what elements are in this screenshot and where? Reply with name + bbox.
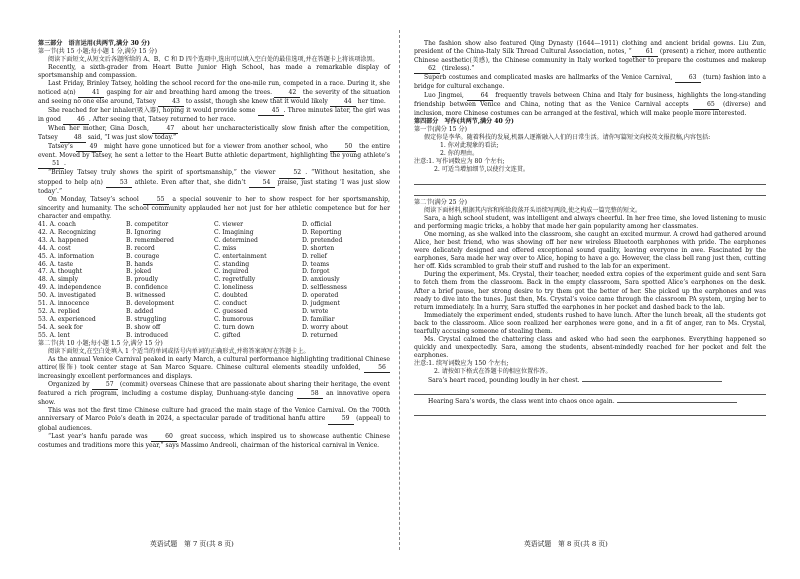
passage-text: gasping for air and breathing hard among the trees. [104, 88, 275, 96]
blank-49: 49 [76, 143, 102, 152]
passage-text: “Last year’s hanfu parade was [48, 432, 151, 440]
blank-62: 62 [414, 65, 440, 74]
option-cell: 49. A. independence [38, 284, 102, 292]
option-cell: D. shorten [302, 244, 335, 252]
passage-text: said, “I was just slow today.” [85, 134, 177, 142]
answer-line [414, 188, 766, 196]
lead-text-2: Hearing Sara’s words, the class went into chaos once again. [428, 397, 615, 405]
cloze-options-table [38, 221, 390, 340]
option-cell: D. anxiously [302, 276, 340, 284]
passage-text: a special souvenir to her to show respect for her sportsmanship, sincerity and humanity. The school community applauded her not just for her athletic competence but for her character and empathy. [38, 195, 390, 220]
notes-label: 注意: [414, 158, 429, 166]
passage-text: Superb costumes and complicated masks are hallmarks of the Venice Carnival, [424, 74, 675, 82]
option-row [38, 237, 390, 245]
note-1: 1. 写作词数应为 80 个左右; [428, 158, 505, 166]
option-cell: C. inquired [214, 268, 249, 276]
option-cell: B. struggling [126, 315, 167, 323]
notes-label: 注意: [414, 360, 429, 368]
blank-57: 57 [92, 381, 118, 390]
option-cell: B. confidence [126, 284, 168, 292]
blank-45: 45 [258, 107, 284, 116]
section3-title: 第三部分 语言运用(共两节,满分 30 分) [38, 40, 151, 47]
passage-text: praise, just stating ‘I was just slow today’.” [38, 178, 390, 195]
option-cell: C. humorous [214, 315, 254, 323]
option-cell: 45. A. information [38, 252, 95, 260]
blank-58: 58 [297, 390, 323, 399]
continuation-notes-2: 2. 请按如下格式在答题卡的相应位置作答。 [434, 368, 552, 376]
blank-55: 55 [143, 196, 169, 205]
section3-part2-title: 第二节(共 10 小题;每小题 1.5 分,满分 15 分) [38, 339, 163, 347]
option-cell: D. familiar [302, 315, 335, 323]
option-cell: C. guessed [214, 307, 248, 315]
passage-paragraph [38, 196, 390, 221]
option-row [38, 332, 390, 340]
option-cell: C. loneliness [214, 284, 254, 292]
grammar-passage-right [414, 40, 766, 118]
passage-text: increasingly excellent performances and displays. [38, 372, 193, 380]
passage-paragraph [38, 433, 390, 450]
option-row [38, 221, 390, 229]
option-cell: C. miss [214, 244, 237, 252]
story-paragraph: Sara, a high school student, was intelligent and always cheerful. In her free time, she loved listening to music and performing magic tricks, a hobby that made her gain popularity among her classmates. [414, 214, 766, 230]
passage-text: (appeal) to global audiences. [38, 415, 391, 432]
option-cell: B. hands [126, 260, 153, 268]
passage-text: . “Without hesitation, she stopped to help a(n) [38, 169, 390, 186]
lead-sentence-2 [414, 398, 766, 406]
blank-41: 41 [78, 89, 104, 98]
passage-paragraph [38, 143, 390, 169]
option-row [38, 261, 390, 269]
lead-sentence-1 [414, 377, 766, 385]
option-cell: B. development [126, 300, 175, 308]
passage-text: Tatsey’s [48, 143, 76, 151]
option-cell: B. introduced [126, 331, 169, 339]
story-paragraph: During the experiment, Ms. Crystal, their teacher, needed extra copies of the experiment guide and sent Sara to fetch them from the classroom. Back in the empty classroom, Sara spotted Alice’s earphones on the desk. After a brief pause, her strong desire to try them got the better of her. She picked up the earphones and was ready to dive into the tunes. Just then, Ms. Crystal’s voice came through the classroom PA system, urging her to return immediately. In a hurry, Sara stuffed the earphones in her pocket and dashed back to the lab. [414, 271, 766, 311]
option-cell: C. determined [214, 236, 258, 244]
option-cell: D. wrote [302, 307, 329, 315]
option-cell: D. pretended [302, 236, 343, 244]
passage-paragraph [414, 74, 766, 91]
passage-text: . [64, 160, 66, 168]
blank-44: 44 [330, 98, 356, 107]
writing-point-1: 1. 你对此现象的看法; [440, 142, 499, 150]
answer-line [414, 177, 766, 185]
option-row [38, 316, 390, 324]
grammar-passage-left [38, 356, 390, 450]
section3-part1-instruction: 阅读下面短文,从短文后各题所给的 A、B、C 和 D 四个选项中,选出可以填入空白处的最佳选项,并在答题卡上将该项涂黑。 [48, 56, 379, 64]
option-row [38, 268, 390, 276]
section4-part1-title: 第一节(满分 15 分) [414, 125, 467, 133]
blank-56: 56 [364, 364, 390, 373]
blank-64: 64 [467, 92, 493, 101]
passage-text: On Monday, Tatsey’s school [48, 195, 143, 203]
blank-63: 63 [675, 74, 701, 83]
option-cell: B. proudly [126, 276, 159, 284]
option-cell: 52. A. replied [38, 307, 80, 315]
option-cell: C. conduct [214, 300, 248, 308]
option-cell: 44. A. cost [38, 244, 71, 252]
lead-text-1: Sara’s heart raced, pounding loudly in her chest. [428, 376, 580, 384]
option-row [38, 229, 390, 237]
passage-text: to assist, though she knew that it would likely [183, 97, 330, 105]
passage-text: . After seeing that, Tatsey returned to her race. [88, 115, 236, 123]
passage-text: (diverse) and inclusion, more Chinese costumes can be arranged at the festival, which will make people more interested. [414, 100, 766, 117]
option-row [38, 253, 390, 261]
passage-text: Luo Jingmei, [424, 91, 467, 99]
passage-text: her time. [355, 97, 386, 105]
passage-text: the entire event. Moved by Tatsey, he sent a letter to the Heart Butte athletic department, highlighting the young athlete’s [38, 143, 390, 160]
option-cell: C. turn down [214, 323, 255, 331]
passage-paragraph [38, 381, 390, 407]
option-cell: D. teams [302, 260, 330, 268]
option-cell: D. returned [302, 331, 338, 339]
section4-part2-instruction: 阅读下面材料,根据其内容和所给段落开头语续写两段,使之构成一篇完整的短文。 [424, 206, 642, 214]
option-cell: B. witnessed [126, 292, 166, 300]
option-cell: 43. A. happened [38, 236, 89, 244]
answer-line [414, 387, 766, 395]
blank-59: 59 [328, 415, 354, 424]
passage-text: (present) a richer, more authentic Chinese aesthetic(美感), the Chinese community in Italy worked together to prepare the costumes and makeup [414, 48, 766, 65]
page-divider [399, 30, 400, 550]
answer-line [414, 408, 766, 416]
option-cell: D. Reporting [302, 228, 342, 236]
option-cell: 53. A. experienced [38, 315, 96, 323]
passage-text: She reached for her inhaler(吸入器), hoping it would provide some [48, 106, 258, 114]
option-cell: B. joked [126, 268, 152, 276]
passage-text: (tireless).” [440, 65, 475, 73]
passage-text: Recently, a sixth-grader from Heart Butte Junior High School, has made a remarkable display of sportsmanship and compassion. [38, 64, 390, 80]
passage-paragraph [38, 64, 390, 80]
option-cell: B. record [126, 244, 155, 252]
option-cell: 50. A. investigated [38, 292, 96, 300]
option-cell: 46. A. taste [38, 260, 74, 268]
option-cell: C. gifted [214, 331, 241, 339]
right-page [414, 40, 766, 419]
passage-text: frequently travels between China and Italy for business, highlights the long-standing friendship between Venice and China, noting that as the Venice Carnival accepts [414, 91, 766, 108]
footer-left: 英语试题 第 7 页(共 8 页) [150, 540, 234, 548]
section4-title: 第四部分 写作(共两节,满分 40 分) [414, 117, 514, 125]
option-cell: B. competitor [126, 220, 169, 228]
story-paragraph: Immediately the experiment ended, students rushed to have lunch. After the lunch break, all the students got back to the classroom. Alice soon realized her earphones were gone, and in a fit of anger, ran to Ms. Crystal, tearfully accusing someone of stealing them. [414, 311, 766, 335]
blank-50: 50 [330, 143, 356, 152]
story-paragraph: Ms. Crystal calmed the chattering class and asked who had seen the earphones. Everything happened so quickly and unexpectedly. Sara, among the students, absent-mindedly reached for her pocket and felt the earphones. [414, 336, 766, 360]
option-cell: D. worry about [302, 323, 349, 331]
option-cell: 42. A. Recognizing [38, 228, 96, 236]
passage-text: Organized by [48, 381, 92, 389]
passage-text: (turn) fashion into a bridge for cultural exchange. [414, 74, 766, 91]
blank-46: 46 [63, 116, 89, 125]
passage-paragraph [38, 107, 390, 125]
passage-text: might have gone unnoticed but for a viewer from another school, who [101, 143, 331, 151]
option-row [38, 276, 390, 284]
blank-42: 42 [274, 89, 300, 98]
section4-part2-title: 第二节(满分 25 分) [414, 198, 467, 206]
passage-paragraph [38, 169, 390, 195]
option-cell: B. show off [126, 323, 161, 331]
option-cell: 41. A. coach [38, 220, 76, 228]
passage-text: . Three minutes later, the girl was in good [38, 106, 390, 123]
passage-text: When her mother, Gina Dosch, [48, 124, 153, 132]
passage-text: Last Friday, Brinley Tatsey, holding the school record for the one-mile run, competed in a race. During it, she noticed a(n) [38, 80, 390, 96]
blank-48: 48 [60, 134, 86, 143]
option-cell: B. added [126, 307, 154, 315]
option-cell: D. relief [302, 252, 327, 260]
passage-text: about her uncharacteristically slow finish after the competition, Tatsey [38, 124, 390, 142]
writing-point-2: 2. 你的理由。 [440, 150, 479, 158]
blank-61: 61 [632, 48, 658, 57]
passage-text: (commit) overseas Chinese that are passionate about sharing their heritage, the event featured a rich program, including a costume display, Dunhuang-style dancing [38, 381, 390, 398]
option-cell: B. Ignoring [126, 228, 161, 236]
passage-paragraph [38, 125, 390, 143]
passage-text: great success, which inspired us to showcase authentic Chinese costumes and traditions more this year,” says Massimo Andreoli, chairman of the historical carnival in Venice. [38, 432, 390, 449]
option-cell: C. Imagining [214, 228, 254, 236]
passage-paragraph [414, 92, 766, 118]
option-cell: D. forgot [302, 268, 330, 276]
option-cell: C. viewer [214, 220, 244, 228]
option-cell: 47. A. thought [38, 268, 83, 276]
option-cell: C. regretfully [214, 276, 256, 284]
passage-text: As the annual Venice Carnival peaked in early March, a cultural performance highlighting traditional Chinese attire(服饰) took center stage at San Marco Square. Chinese cultural elements steadily unfolded, [38, 355, 390, 371]
answer-line [582, 381, 722, 382]
passage-text: This was not the first time Chinese culture had graced the main stage of the Venice Carnival. On the 700th anniversary of Marco Polo’s death in 2024, a spectacular parade of traditional hanfu attire [38, 407, 390, 423]
left-page [38, 40, 390, 450]
option-row [38, 300, 390, 308]
passage-paragraph [38, 356, 390, 381]
passage-text: an innovative opera show. [38, 390, 390, 407]
option-cell: D. judgment [302, 300, 340, 308]
option-row [38, 308, 390, 316]
blank-54: 54 [249, 179, 275, 188]
section3-part1-title: 第一节(共 15 小题;每小题 1 分,满分 15 分) [38, 48, 157, 56]
blank-43: 43 [158, 98, 184, 107]
option-cell: 55. A. lent [38, 331, 70, 339]
passage-text: athlete. Even after that, she didn’t [131, 178, 249, 186]
option-cell: D. selflessness [302, 284, 347, 292]
story-paragraph: One morning, as she walked into the classroom, she caught an excited murmur. A crowd had gathered around Alice, her best friend, who was showing off her new wireless Bluetooth earphones with pride. The earphones were delicately designed and offered exceptional sound quality, leaving everyone in awe. Fascinated by the earphones, Sara made her way over to Alice, hoping to have a go. However, the class bell rang just then, cutting her off. Kids scrambled to grab their stuff and rushed to the lab for an experiment. [414, 230, 766, 271]
blank-65: 65 [693, 101, 719, 110]
passage-text: “Brinley Tatsey truly shows the spirit of sportsmanship,” the viewer [48, 169, 280, 177]
footer-right: 英语试题 第 8 页(共 8 页) [524, 540, 608, 548]
blank-53: 53 [106, 179, 132, 188]
blank-51: 51 [38, 160, 64, 169]
option-cell: B. courage [126, 252, 160, 260]
option-cell: C. entertainment [214, 252, 267, 260]
answer-line [617, 402, 737, 403]
passage-paragraph [38, 80, 390, 106]
passage-paragraph [414, 40, 766, 74]
story-passage [414, 215, 766, 361]
section4-part1-instruction: 假定你是李华。随着科技的发展,机器人逐渐融入人们的日常生活。请你写篇短文向校英文报投稿,内容包括: [424, 134, 711, 142]
option-cell: 51. A. innocence [38, 300, 90, 308]
option-cell: B. remembered [126, 236, 174, 244]
option-row [38, 284, 390, 292]
option-cell: C. doubted [214, 292, 248, 300]
option-cell: 54. A. seek for [38, 323, 83, 331]
option-cell: D. operated [302, 292, 339, 300]
passage-text: the severity of the situation and seeing no one else around, Tatsey [38, 88, 391, 105]
blank-52: 52 [279, 169, 305, 178]
cloze-passage [38, 64, 390, 221]
writing-notes-2: 2. 可适当增加细节,以使行文连贯。 [434, 166, 530, 174]
passage-text: The fashion show also featured Qing Dynasty (1644—1911) clothing and ancient bridal gowns. Liu Zun, president of the China-Italy Silk Thread Cultural Association, notes, “ [414, 40, 766, 56]
option-cell: D. official [302, 220, 332, 228]
option-cell: C. standing [214, 260, 250, 268]
passage-paragraph [38, 407, 390, 432]
note-1: 1. 续写词数应为 150 个左右; [428, 360, 509, 368]
section3-part2-instruction: 阅读下面短文,在空白处填入 1 个适当的单词或括号内单词的正确形式,并将答案填写在答题卡上。 [48, 347, 310, 355]
option-row [38, 292, 390, 300]
option-row [38, 245, 390, 253]
blank-60: 60 [151, 433, 177, 442]
option-cell: 48. A. simply [38, 276, 79, 284]
option-row [38, 324, 390, 332]
blank-47: 47 [152, 125, 178, 134]
